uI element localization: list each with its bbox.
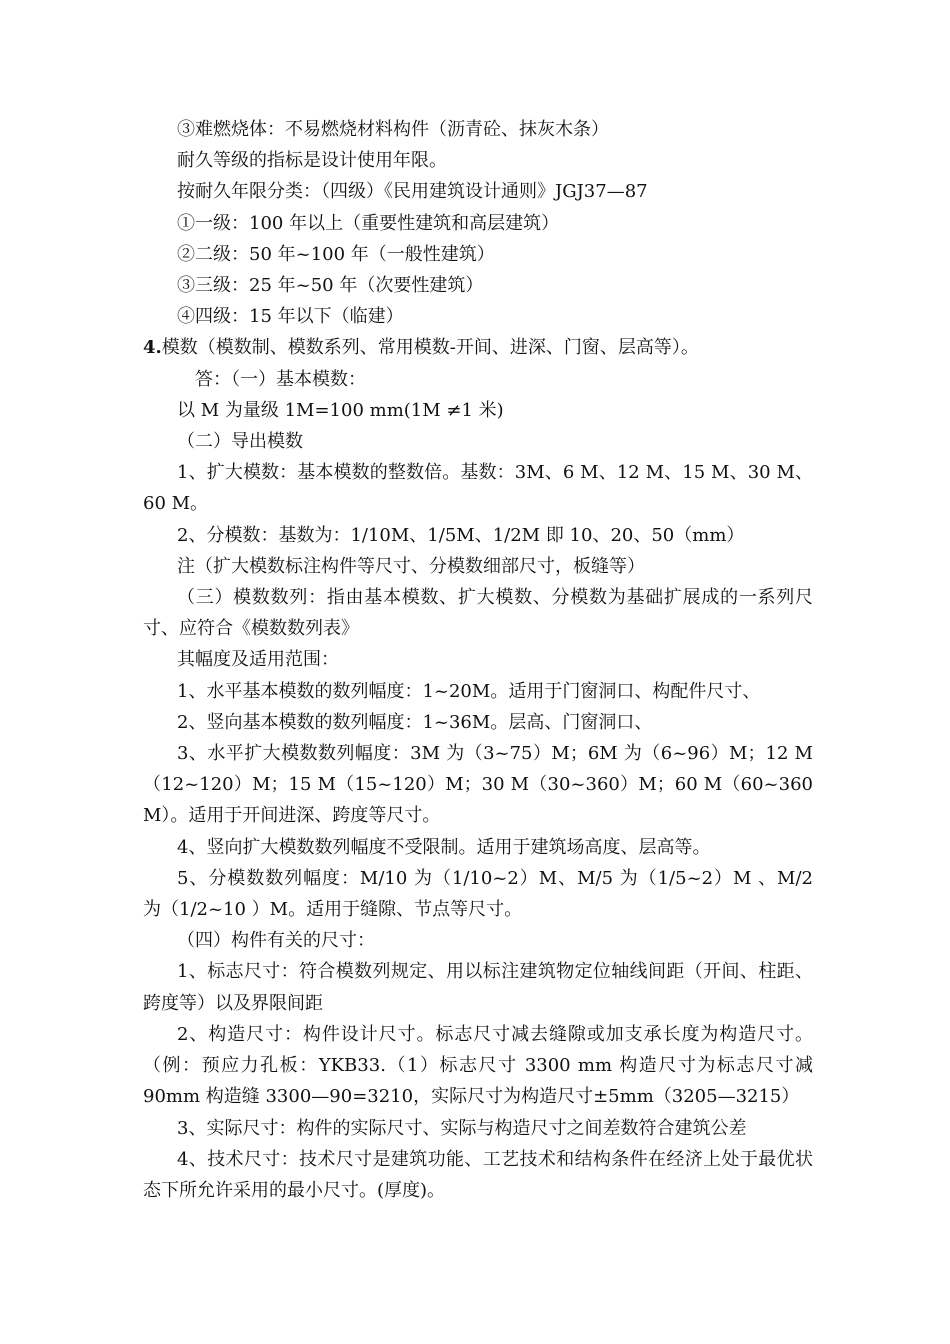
paragraph: 注（扩大模数标注构件等尺寸、分模数细部尺寸，板缝等） bbox=[177, 555, 645, 577]
paragraph: 2、构造尺寸：构件设计尺寸。标志尺寸减去缝隙或加支承长度为构造尺寸。（例：预应力孔板：YKB33.（1）标志尺寸 3300 mm 构造尺寸为标志尺寸减 90mm 构造缝 3300—90=3210，实际尺寸为构造尺寸±5mm（3205—3215） bbox=[143, 1023, 813, 1108]
text-line: ③难燃烧体：不易燃烧材料构件（沥青砼、抹灰木条） bbox=[177, 119, 609, 140]
paragraph: （四）构件有关的尺寸： bbox=[177, 930, 375, 952]
paragraph: 1、标志尺寸：符合模数列规定、用以标注建筑物定位轴线间距（开间、柱距、跨度等）以及界限间距 bbox=[143, 961, 813, 1014]
paragraph: 2、分模数：基数为：1/10M、1/5M、1/2M 即 10、20、50（mm） bbox=[177, 524, 745, 546]
section-title: 模数（模数制、模数系列、常用模数-开间、进深、门窗、层高等）。 bbox=[161, 337, 699, 359]
section-number: 4. bbox=[143, 337, 162, 359]
paragraph: 1、水平基本模数的数列幅度：1~20M。适用于门窗洞口、构配件尺寸、 bbox=[177, 680, 761, 702]
paragraph: 4、技术尺寸：技术尺寸是建筑功能、工艺技术和结构条件在经济上处于最优状态下所允许采用的最小尺寸。(厚度)。 bbox=[143, 1148, 813, 1201]
paragraph: 5、分模数数列幅度：M/10 为（1/10~2）M、M/5 为（1/5~2）M 、M/2 为（1/2~10 ）M。适用于缝隙、节点等尺寸。 bbox=[143, 867, 813, 921]
paragraph: 1、扩大模数：基本模数的整数倍。基数：3M、6 M、12 M、15 M、30 M、60 M。 bbox=[143, 462, 813, 515]
text-line: 按耐久年限分类：（四级）《民用建筑设计通则》JGJ37—87 bbox=[177, 181, 648, 203]
answer-intro: 答：（一）基本模数： bbox=[195, 368, 366, 390]
paragraph: 3、实际尺寸：构件的实际尺寸、实际与构造尺寸之间差数符合建筑公差 bbox=[177, 1117, 747, 1139]
subheading: （二）导出模数 bbox=[177, 431, 303, 453]
section-heading bbox=[143, 332, 813, 363]
paragraph: 4、竖向扩大模数数列幅度不受限制。适用于建筑场高度、层高等。 bbox=[177, 836, 711, 858]
text-line: 耐久等级的指标是设计使用年限。 bbox=[177, 150, 447, 172]
text-line: 以 M 为量级 1M=100 mm(1M ≠1 米) bbox=[177, 399, 504, 421]
paragraph: 2、竖向基本模数的数列幅度：1~36M。层高、门窗洞口、 bbox=[177, 711, 653, 733]
text-line: ④四级：15 年以下（临建） bbox=[177, 306, 404, 328]
text-line: ①一级：100 年以上（重要性建筑和高层建筑） bbox=[177, 212, 560, 234]
paragraph: 其幅度及适用范围： bbox=[177, 649, 339, 671]
text-line: ③三级：25 年~50 年（次要性建筑） bbox=[177, 275, 484, 297]
paragraph: 3、水平扩大模数数列幅度：3M 为（3~75）M；6M 为（6~96）M；12 M（12~120）M；15 M（15~120）M；30 M（30~360）M；60 M（60~360 M）。适用于开间进深、跨度等尺寸。 bbox=[143, 743, 813, 827]
text-line: ②二级：50 年~100 年（一般性建筑） bbox=[177, 243, 495, 265]
document-body bbox=[143, 114, 813, 1206]
paragraph: （三）模数数列：指由基本模数、扩大模数、分模数为基础扩展成的一系列尺寸、应符合《模数数列表》 bbox=[143, 587, 813, 640]
